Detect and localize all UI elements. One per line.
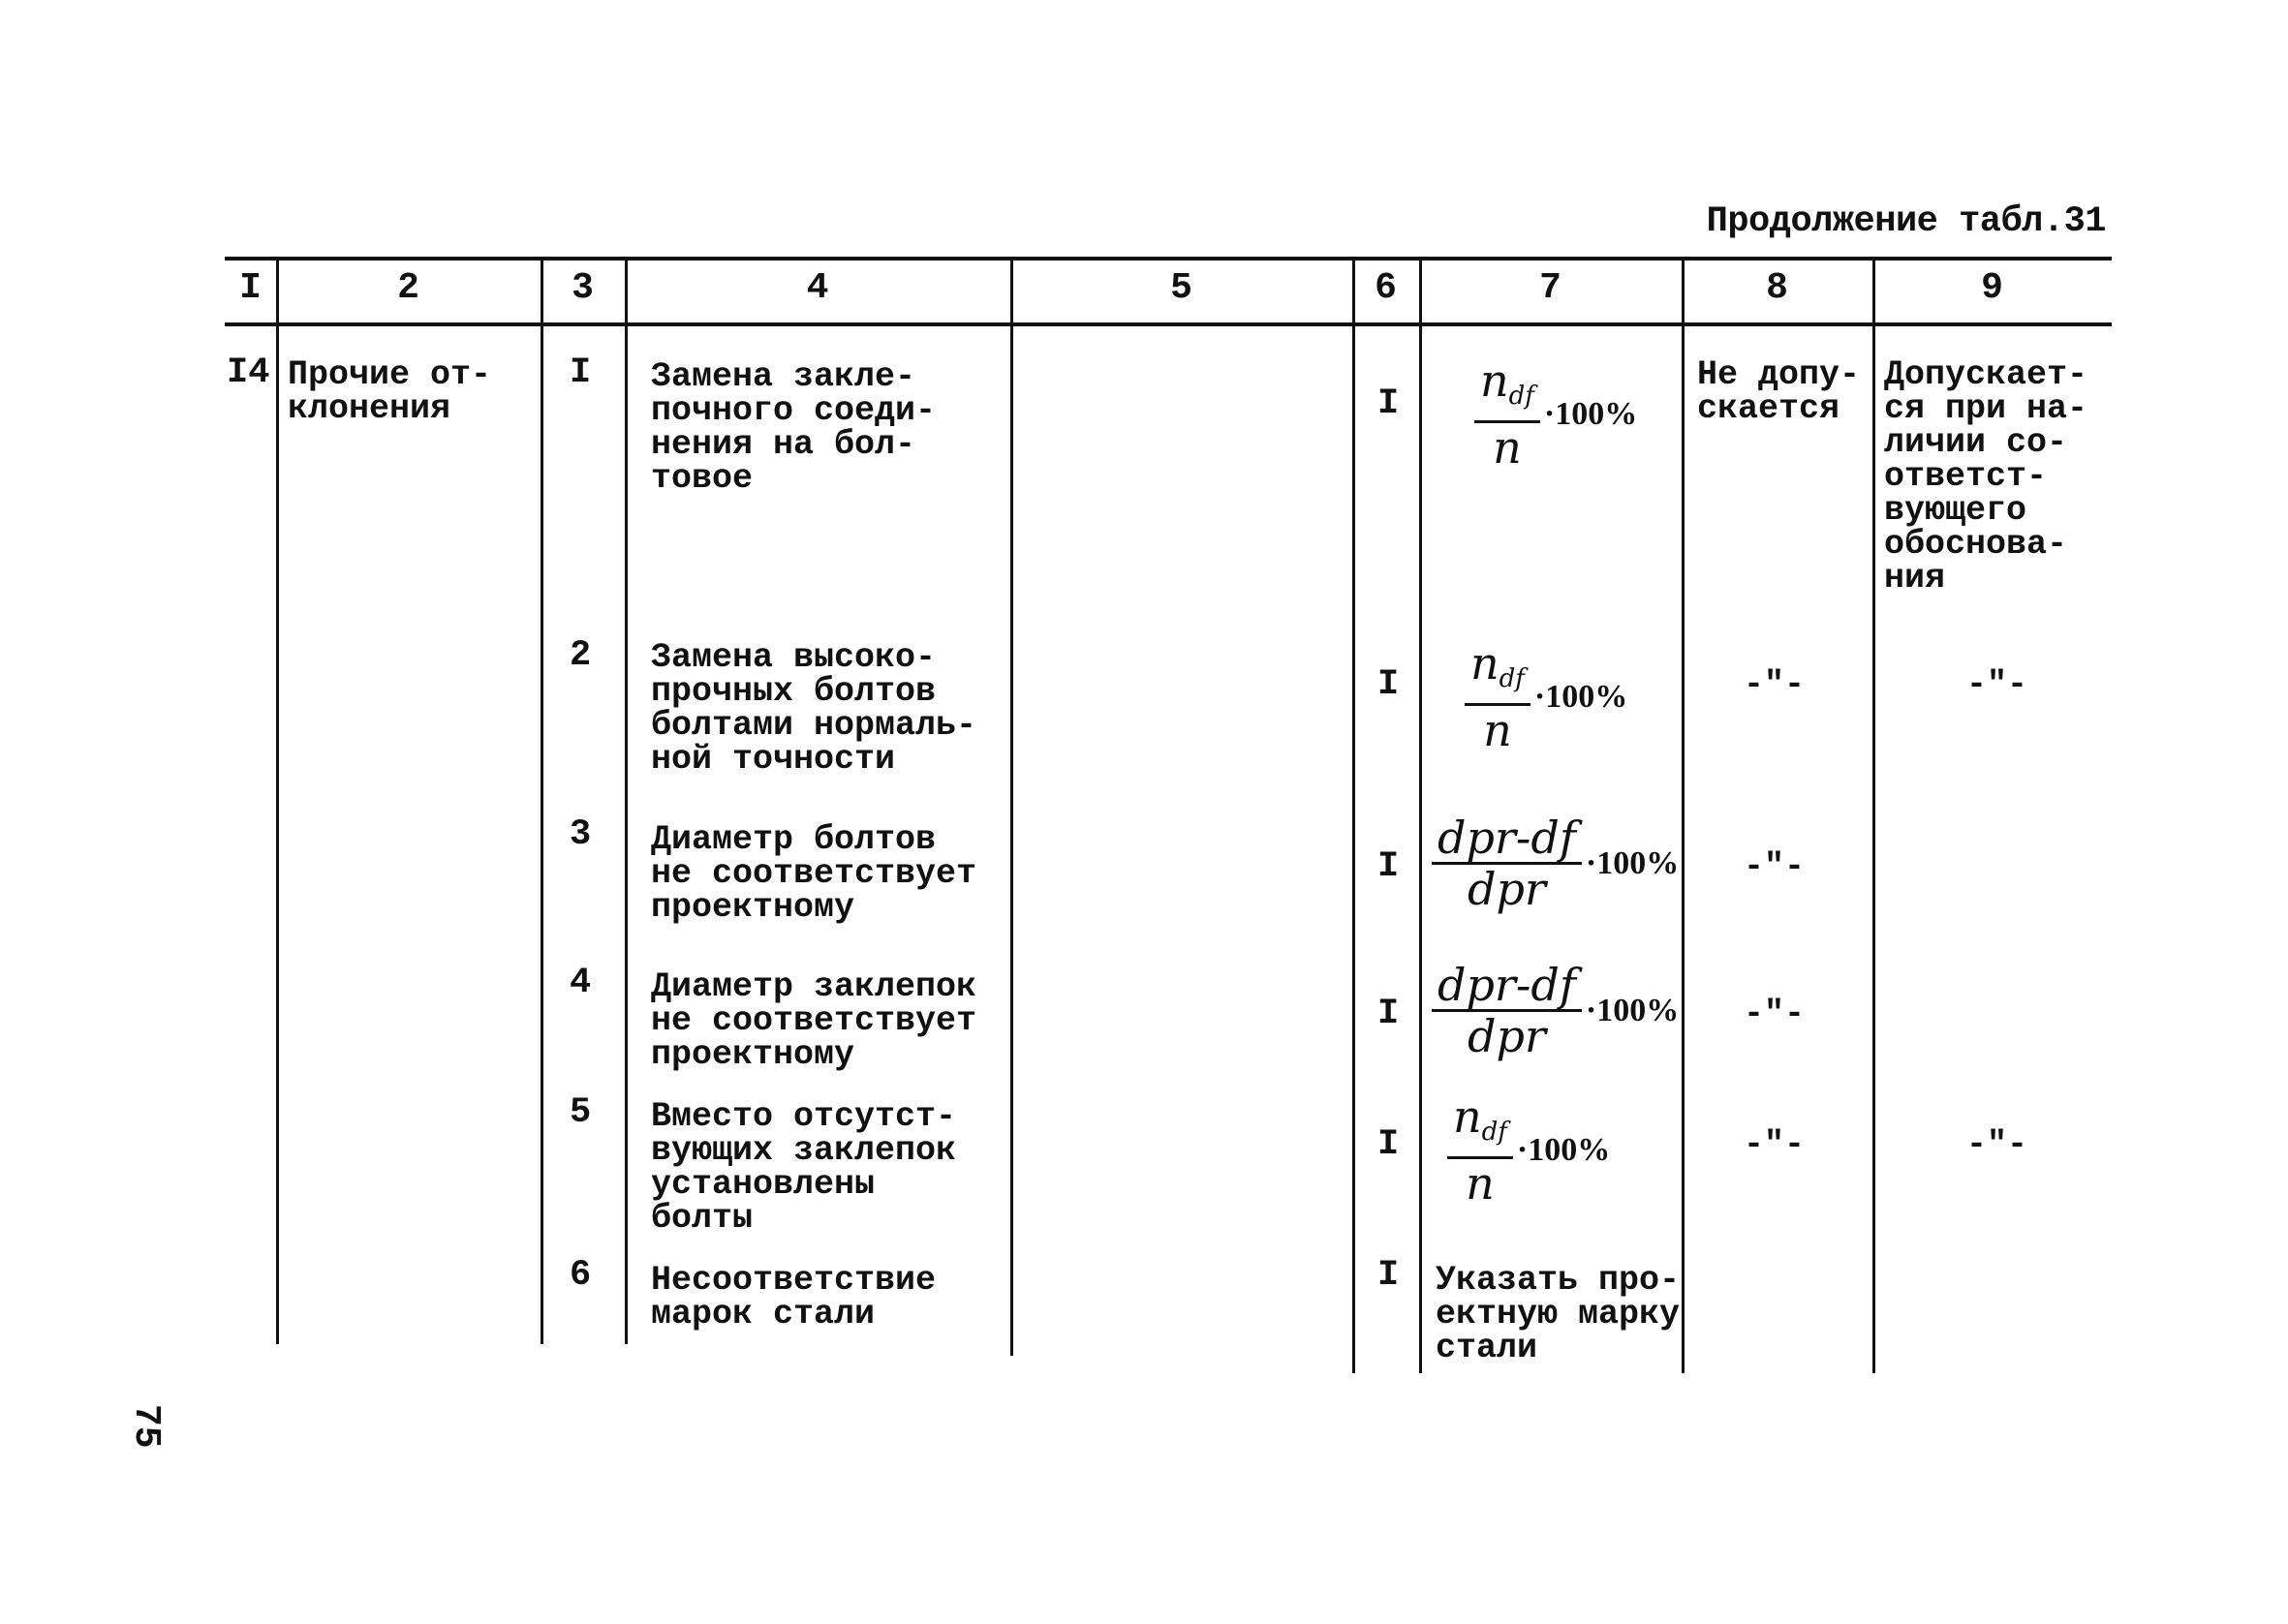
row-3-col6: I xyxy=(1377,846,1400,887)
header-col-8: 8 xyxy=(1766,267,1788,309)
row-2-col6: I xyxy=(1377,664,1400,705)
row-3-description: Диаметр болтов не соответствует проектному xyxy=(651,820,977,927)
row-1-description: Замена закле- почного соеди- нения на бол- товое xyxy=(651,357,937,498)
row-4-item: 4 xyxy=(570,963,592,1003)
table-top-rule xyxy=(225,257,2112,260)
row-4-formula xyxy=(1432,961,1679,1060)
header-col-1: I xyxy=(239,267,262,309)
row-6-item: 6 xyxy=(570,1255,592,1296)
group-name: Прочие от- клонения xyxy=(288,355,492,428)
row-5-description: Вместо отсутст- вующих заклепок установлены болты xyxy=(651,1097,957,1238)
row-5-formula xyxy=(1447,1092,1610,1208)
header-col-9: 9 xyxy=(1981,267,2003,309)
row-6-description: Несоответствие марок стали xyxy=(651,1261,937,1333)
formula-denominator: dpr xyxy=(1468,863,1546,915)
formula-multiplier: ·100% xyxy=(1585,992,1680,1028)
col-divider-1 xyxy=(276,260,279,1344)
header-col-5: 5 xyxy=(1170,267,1192,309)
formula-denominator: n xyxy=(1483,704,1512,756)
page-number: 75 xyxy=(125,1404,167,1449)
formula-numerator: n xyxy=(1480,354,1509,407)
formula-denominator: n xyxy=(1466,1157,1495,1210)
formula-multiplier: ·100% xyxy=(1543,395,1638,432)
header-col-4: 4 xyxy=(806,267,829,309)
formula-denominator: n xyxy=(1493,421,1522,474)
formula-numerator-sub: df xyxy=(1499,664,1525,693)
header-col-7: 7 xyxy=(1539,267,1561,309)
row-6-col6: I xyxy=(1377,1255,1400,1296)
formula-numerator-sub: df xyxy=(1481,1118,1507,1147)
row-2-item: 2 xyxy=(570,635,592,676)
header-bottom-rule xyxy=(225,322,2112,326)
formula-multiplier: ·100% xyxy=(1585,844,1680,881)
formula-multiplier: ·100% xyxy=(1516,1131,1611,1168)
header-col-6: 6 xyxy=(1375,267,1397,309)
formula-numerator: dpr-df xyxy=(1438,959,1576,1011)
col-divider-8 xyxy=(1872,260,1875,1373)
formula-multiplier: ·100% xyxy=(1533,678,1628,715)
col-divider-6 xyxy=(1419,260,1422,1373)
row-6-col7-text: Указать про- ектную марку стали xyxy=(1436,1261,1681,1367)
row-2-formula xyxy=(1465,639,1627,754)
row-3-formula xyxy=(1432,813,1679,913)
row-1-formula xyxy=(1474,356,1637,472)
col-divider-4 xyxy=(1010,260,1013,1356)
col-divider-5 xyxy=(1352,260,1355,1373)
row-5-col9: -"- xyxy=(1966,1125,2028,1164)
formula-numerator-sub: df xyxy=(1508,382,1534,411)
row-5-col8: -"- xyxy=(1744,1125,1806,1164)
row-1-col9: Допускает- ся при на- личии со- ответст- вующего обоснова- ния xyxy=(1884,355,2088,598)
row-1-col6: I xyxy=(1377,383,1400,424)
row-5-col6: I xyxy=(1377,1124,1400,1165)
row-3-item: 3 xyxy=(570,814,592,855)
formula-numerator: dpr-df xyxy=(1438,812,1576,864)
col-divider-7 xyxy=(1682,260,1685,1373)
formula-numerator: n xyxy=(1453,1090,1482,1143)
row-1-item: I xyxy=(570,352,592,393)
group-number: I4 xyxy=(227,352,270,393)
header-col-2: 2 xyxy=(397,267,419,309)
row-3-col8: -"- xyxy=(1744,847,1806,886)
formula-numerator: n xyxy=(1470,637,1500,689)
row-5-item: 5 xyxy=(570,1092,592,1133)
row-2-col9: -"- xyxy=(1966,665,2028,704)
col-divider-3 xyxy=(625,260,628,1344)
row-4-col8: -"- xyxy=(1744,995,1806,1033)
row-4-col6: I xyxy=(1377,994,1400,1034)
row-2-description: Замена высоко- прочных болтов болтами нормаль- ной точности xyxy=(651,638,977,779)
col-divider-2 xyxy=(541,260,543,1344)
formula-denominator: dpr xyxy=(1468,1010,1546,1062)
row-4-description: Диаметр заклепок не соответствует проектному xyxy=(651,967,977,1074)
row-2-col8: -"- xyxy=(1744,665,1806,704)
row-1-col8: Не допу- скается xyxy=(1697,355,1861,428)
header-col-3: 3 xyxy=(572,267,594,309)
table-caption: Продолжение табл.31 xyxy=(1706,201,2106,242)
